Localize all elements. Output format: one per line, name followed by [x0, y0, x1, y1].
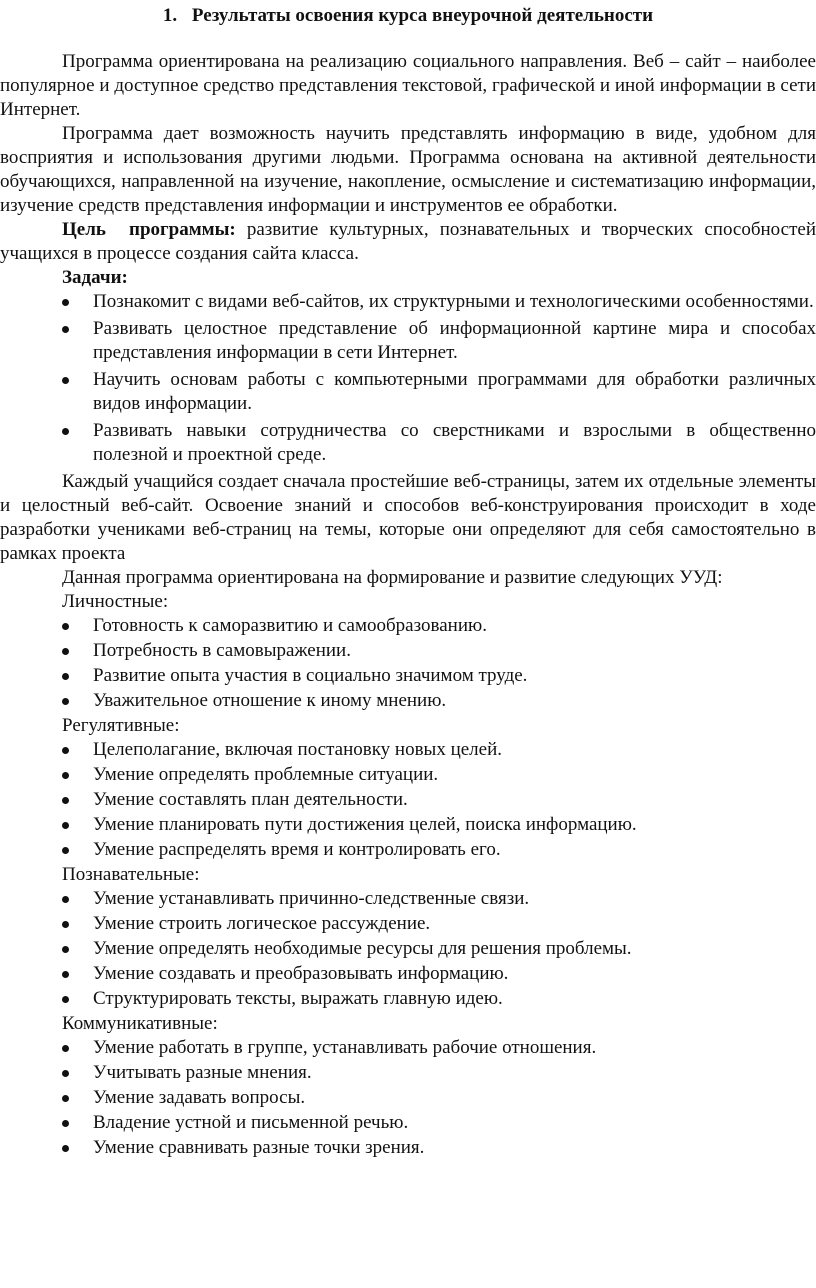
bullet-icon [62, 1145, 69, 1152]
goal-label: Цель программы: [62, 219, 236, 240]
bullet-icon [62, 822, 69, 829]
bullet-icon [62, 847, 69, 854]
list-item-text: Учитывать разные мнения. [93, 1062, 312, 1083]
list-item [0, 317, 816, 365]
bullet-icon [62, 1095, 69, 1102]
list-item-text: Готовность к саморазвитию и самообразованию. [93, 615, 487, 636]
list-item-text: Познакомит с видами веб-сайтов, их структурными и технологическими особенностями. [93, 291, 814, 312]
list-item-text: Умение распределять время и контролировать его. [93, 839, 501, 860]
bullet-icon [62, 996, 69, 1003]
bullet-icon [62, 1120, 69, 1127]
bullet-icon [62, 772, 69, 779]
intro-paragraph-2: Программа дает возможность научить представлять информацию в виде, удобном для восприятия и использования другими людьми. Программа основана на активной деятельности обучающихся, направленной на изучение, накопление, осмысление и систематизацию информации, изучение средств представления информации и инструментов ее обработки. [0, 123, 816, 216]
list-item [0, 887, 816, 911]
list-item [0, 987, 816, 1011]
bullet-icon [62, 673, 69, 680]
bullet-icon [62, 921, 69, 928]
list-item-text: Уважительное отношение к иному мнению. [93, 690, 447, 711]
group-label-communicative: Коммуникативные: [62, 1013, 218, 1034]
bullet-icon [62, 698, 69, 705]
list-item [0, 962, 816, 986]
list-item-text: Научить основам работы с компьютерными программами для обработки различных видов информации. [93, 369, 816, 414]
list-item [0, 1136, 816, 1160]
list-item [0, 368, 816, 416]
list-item [0, 1036, 816, 1060]
list-item [0, 912, 816, 936]
list-item-text: Развивать навыки сотрудничества со сверстниками и взрослыми в общественно полезной и проектной среде. [93, 420, 816, 465]
bullet-icon [62, 1045, 69, 1052]
intro-paragraph-1: Программа ориентирована на реализацию социального направления. Веб – сайт – наиболее популярное и доступное средство представления текстовой, графической и иной информации в сети Интернет. [0, 51, 816, 120]
group-label-cognitive: Познавательные: [62, 864, 200, 885]
section-title: Результаты освоения курса внеурочной деятельности [191, 5, 654, 26]
bullet-icon [62, 747, 69, 754]
list-item-text: Умение устанавливать причинно-следственные связи. [93, 888, 530, 909]
list-item-text: Умение составлять план деятельности. [93, 789, 408, 810]
list-item [0, 419, 816, 467]
list-item-text: Умение создавать и преобразовывать информацию. [93, 963, 509, 984]
list-item-text: Умение планировать пути достижения целей, поиска информацию. [93, 814, 637, 835]
list-item-text: Развитие опыта участия в социально значимом труде. [93, 665, 528, 686]
list-item-text: Умение сравнивать разные точки зрения. [93, 1137, 425, 1158]
list-item-text: Развивать целостное представление об информационной картине мира и способах представления информации в сети Интернет. [93, 318, 816, 363]
list-item [0, 1061, 816, 1085]
list-item [0, 788, 816, 812]
goal-paragraph [0, 218, 816, 266]
section-number: 1. [162, 5, 178, 26]
bullet-icon [62, 623, 69, 630]
list-item-text: Структурировать тексты, выражать главную идею. [93, 988, 503, 1009]
bullet-icon [62, 326, 69, 333]
list-item [0, 614, 816, 638]
process-paragraph: Каждый учащийся создает сначала простейшие веб-страницы, затем их отдельные элементы и целостный веб-сайт. Освоение знаний и способов веб-конструирования происходит в ходе разработки учениками веб-страниц на темы, которые они определяют для себя самостоятельно в рамках проекта [0, 471, 816, 564]
communicative-list [0, 1036, 816, 1160]
group-label-personal: Личностные: [62, 591, 169, 612]
bullet-icon [62, 1070, 69, 1077]
list-item [0, 290, 816, 314]
list-item-text: Умение задавать вопросы. [93, 1087, 306, 1108]
list-item [0, 1086, 816, 1110]
list-item-text: Потребность в самовыражении. [93, 640, 351, 661]
list-item [0, 664, 816, 688]
list-item-text: Владение устной и письменной речью. [93, 1112, 409, 1133]
group-label-regulatory: Регулятивные: [62, 715, 180, 736]
list-item-text: Умение работать в группе, устанавливать рабочие отношения. [93, 1037, 597, 1058]
list-item [0, 1111, 816, 1135]
list-item [0, 937, 816, 961]
tasks-list [0, 290, 816, 467]
cognitive-list [0, 887, 816, 1011]
bullet-icon [62, 971, 69, 978]
bullet-icon [62, 648, 69, 655]
bullet-icon [62, 299, 69, 306]
list-item-text: Умение определять необходимые ресурсы для решения проблемы. [93, 938, 632, 959]
bullet-icon [62, 797, 69, 804]
bullet-icon [62, 946, 69, 953]
list-item [0, 763, 816, 787]
list-item-text: Умение определять проблемные ситуации. [93, 764, 439, 785]
personal-list [0, 614, 816, 713]
list-item [0, 738, 816, 762]
goal-text: развитие культурных, познавательных и творческих способностей учащихся в процессе создания сайта класса. [0, 219, 816, 264]
list-item [0, 838, 816, 862]
list-item [0, 689, 816, 713]
list-item-text: Целеполагание, включая постановку новых целей. [93, 739, 503, 760]
list-item-text: Умение строить логическое рассуждение. [93, 913, 431, 934]
regulatory-list [0, 738, 816, 862]
list-item [0, 813, 816, 837]
bullet-icon [62, 428, 69, 435]
bullet-icon [62, 377, 69, 384]
uud-intro: Данная программа ориентирована на формирование и развитие следующих УУД: [62, 567, 723, 588]
section-heading [0, 4, 816, 28]
list-item [0, 639, 816, 663]
tasks-label: Задачи: [62, 267, 128, 288]
bullet-icon [62, 896, 69, 903]
